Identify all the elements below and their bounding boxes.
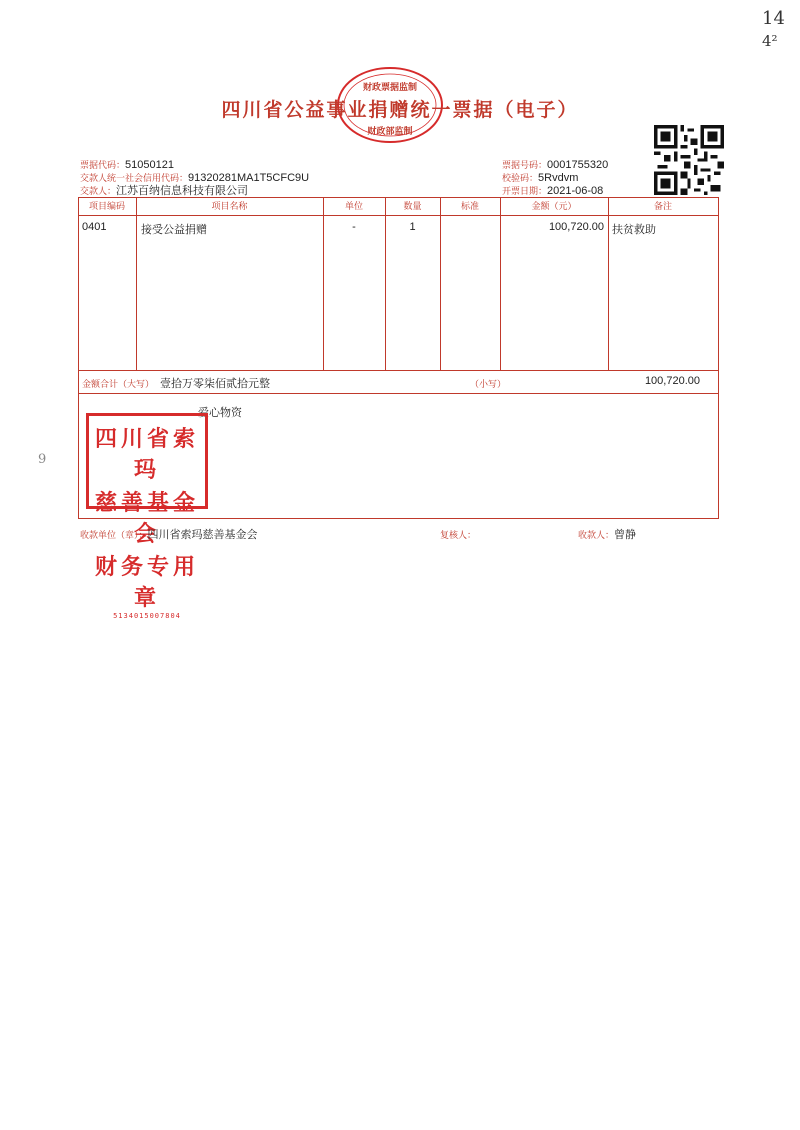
bill-number-value: 0001755320: [547, 159, 609, 171]
row-item-code: 0401: [82, 221, 107, 233]
header-remark: 备注: [653, 202, 672, 212]
payer-label: 交款人：: [80, 187, 117, 197]
seal-bottom-text: 财政部监制: [367, 127, 413, 137]
payee-unit-row: [80, 523, 258, 542]
stamp-line-3: 财务专用章: [94, 554, 199, 611]
collector-row: [578, 523, 636, 542]
seal-top-text: 财政票据监制: [362, 83, 417, 93]
reviewer-label: 复核人：: [440, 531, 477, 541]
reviewer-row: [440, 523, 476, 542]
issue-date-row: [502, 179, 603, 198]
header-standard: 标准: [460, 202, 479, 212]
bill-number-label: 票据号码：: [502, 161, 548, 171]
document-title: 四川省公益事业捐赠统一票据（电子）: [221, 99, 579, 121]
row-remark: 扶贫救助: [612, 224, 656, 236]
header-amount: 金额（元）: [531, 202, 577, 212]
stamp-line-2: 慈善基金会: [94, 490, 199, 547]
payer-row: [80, 179, 248, 198]
credit-code-value: 91320281MA1T5CFC9U: [188, 172, 310, 184]
stamp-serial: 5134015007804: [113, 612, 181, 620]
other-info-text: 爱心物资: [198, 407, 242, 419]
payee-unit-label: 收款单位（章）：: [80, 531, 148, 541]
stamp-line-1: 四川省索玛: [94, 426, 199, 483]
issue-date-label: 开票日期：: [502, 187, 548, 197]
header-item-code: 项目编码: [88, 202, 125, 212]
row-unit: -: [352, 221, 356, 233]
check-code-label: 校验码：: [502, 174, 539, 184]
row-item-name: 接受公益捐赠: [141, 224, 207, 236]
header-unit: 单位: [344, 202, 363, 212]
header-quantity: 数量: [403, 202, 422, 212]
check-code-value: 5Rvdvm: [538, 172, 579, 184]
total-small-label: （小写）: [470, 380, 507, 390]
payer-value: 江苏百纳信息科技有限公司: [116, 185, 249, 197]
total-amount-value: 100,720.00: [644, 375, 700, 387]
row-amount: 100,720.00: [548, 221, 604, 233]
header-item-name: 项目名称: [211, 202, 248, 212]
collector-value: 曾静: [614, 529, 637, 541]
bill-code-label: 票据代码：: [80, 161, 126, 171]
margin-mark: 9: [38, 452, 47, 467]
qr-code: [654, 125, 724, 195]
issue-date-value: 2021-06-08: [547, 185, 604, 197]
total-words-label: 金额合计（大写）: [82, 380, 155, 390]
handwritten-subnote: 4²: [762, 32, 778, 50]
total-words-value: 壹拾万零柒佰贰拾元整: [160, 378, 270, 390]
row-quantity: 1: [409, 221, 416, 233]
credit-code-label: 交款人统一社会信用代码：: [80, 174, 189, 184]
payee-unit-value: 四川省索玛慈善基金会: [147, 529, 258, 541]
collector-label: 收款人：: [578, 531, 615, 541]
bill-code-value: 51050121: [125, 159, 174, 171]
handwritten-note: 14: [762, 8, 785, 29]
